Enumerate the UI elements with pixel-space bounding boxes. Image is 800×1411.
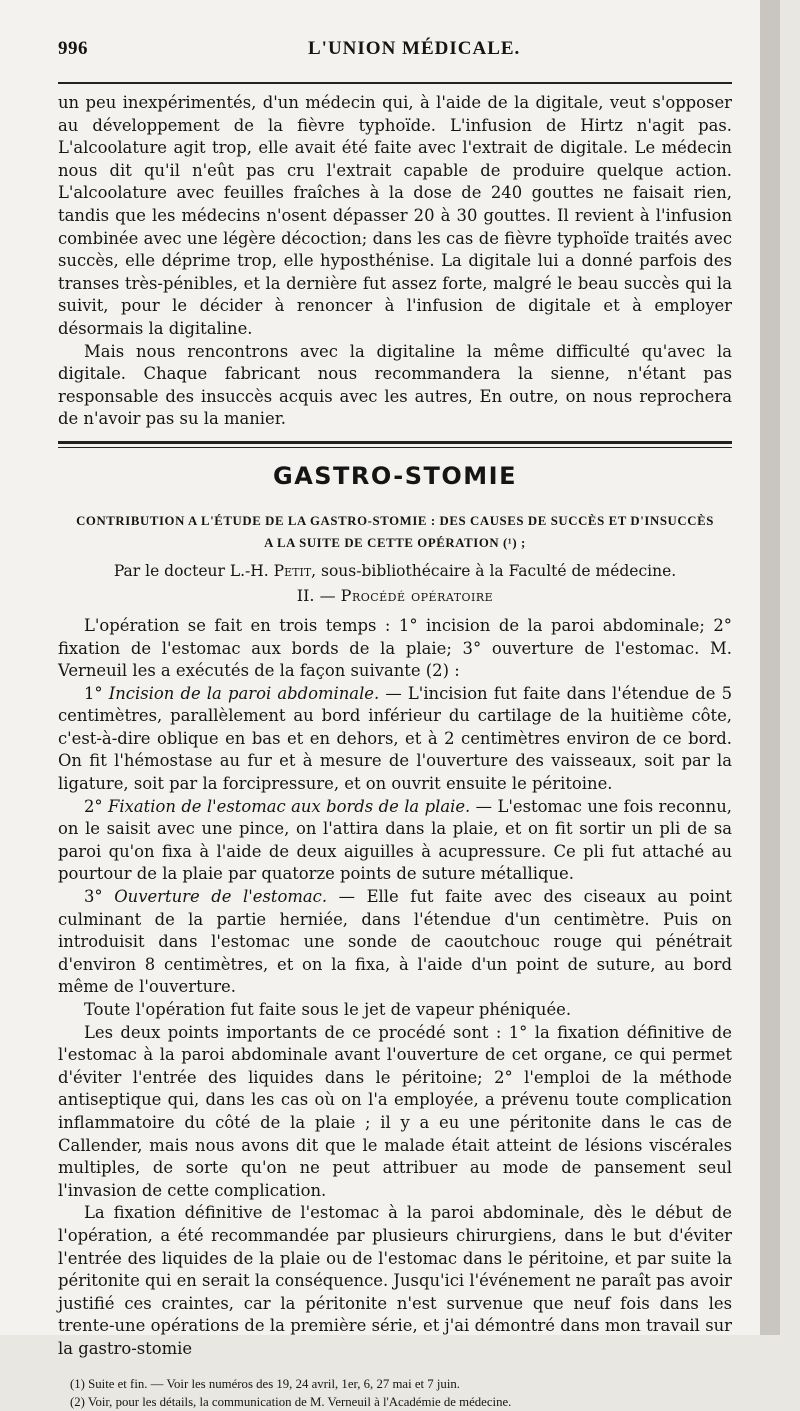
section-divider	[58, 441, 732, 448]
subtitle-line-2	[58, 532, 732, 554]
author-prefix: Par le docteur L.-H.	[113, 561, 274, 580]
step-3-title: Ouverture de l'estomac.	[114, 887, 328, 907]
step-3-text: — Elle fut faite avec des ciseaux au point culminant de la partie herniée, dans l'étendue d'un centimètre. Puis on introduisit dans l'estomac une sonde de caoutchouc rouge qui pénétrait d'environ 8 centimètres, et on la fixa, à l'aide d'un point de suture, au bord même de l'ouverture.	[58, 887, 732, 997]
key-points-paragraph: Les deux points importants de ce procédé sont : 1° la fixation définitive de l'estomac à la paroi abdominale avant l'ouverture de cet organe, ce qui permet d'éviter l'entrée des liquides dans le péritoine; 2° l'emploi de la méthode antiseptique qui, dans les cas où on l'a employée, a prévenu toute complication inflammatoire du côté de la plaie ; il y a eu une péritonite dans le cas de Callender, mais nous avons dit que le malade était atteint de lésions viscérales multiples, de sorte qu'on ne peut attribuer au mode de pansement seul l'invasion de cette complication.	[58, 1022, 732, 1200]
page-number: 996	[58, 38, 88, 59]
subtitle-footnote-ref: (¹)	[503, 535, 518, 550]
header-rule	[58, 82, 732, 84]
step-1-number: 1°	[84, 683, 109, 703]
section-heading	[58, 586, 732, 605]
page-edge	[760, 0, 780, 1335]
subtitle-end: ;	[517, 535, 526, 550]
author-name: Petit	[273, 561, 312, 580]
footnote-1: (1) Suite et fin. — Voir les numéros des 19, 24 avril, 1er, 6, 27 mai et 7 juin.	[70, 1376, 460, 1391]
step-1-title: Incision de la paroi abdominale.	[108, 683, 380, 703]
article-subtitle	[58, 510, 732, 554]
subtitle-line-2-text: A LA SUITE DE CETTE OPÉRATION	[264, 535, 500, 550]
article-title: GASTRO-STOMIE	[273, 461, 517, 490]
step-2-text: — L'estomac une fois reconnu, on le saisit avec une pince, on l'attira dans la plaie, et on fit sortir un pli de sa paroi qu'on fixa à l'aide de deux aiguilles à acupressure. Ce pli fut attaché au pourtour de la plaie par quatorze points de suture métallique.	[58, 796, 732, 884]
section-name: Procédé opératoire	[340, 585, 494, 605]
vapor-paragraph: Toute l'opération fut faite sous le jet de vapeur phéniquée.	[84, 1000, 572, 1019]
step-3-paragraph	[58, 886, 732, 999]
step-1-paragraph	[58, 683, 732, 796]
footnote-2: (2) Voir, pour les détails, la communication de M. Verneuil à l'Académie de médecine.	[70, 1394, 512, 1409]
step-2-paragraph	[58, 796, 732, 886]
author-line	[58, 562, 732, 580]
section-number: II. —	[296, 585, 341, 605]
step-3-number: 3°	[84, 887, 115, 907]
step-1-text: — L'incision fut faite dans l'étendue de 5 centimètres, parallèlement au bord inférieur du cartilage de la huitième côte, c'est-à-dire oblique en bas et en dehors, et à 2 centimètres environ de ce bord. On fit l'hémostase au fur et à mesure de l'ouverture des vaisseaux, soit par la ligature, soit par la forcipressure, et on ouvrit ensuite le péritoine.	[58, 683, 732, 794]
step-2-number: 2°	[84, 796, 109, 816]
author-suffix: , sous-bibliothécaire à la Faculté de médecine.	[311, 561, 677, 580]
step-2-title: Fixation de l'estomac aux bords de la plaie.	[108, 796, 471, 816]
running-header	[58, 38, 732, 66]
footnotes	[58, 1375, 732, 1411]
intro-paragraph-1: un peu inexpérimentés, d'un médecin qui, à l'aide de la digitale, veut s'opposer au développement de la fièvre typhoïde. L'infusion de Hirtz n'agit pas. L'alcoolature agit trop, elle avait été faite avec l'extrait de digitale. Le médecin nous dit qu'il n'eût pas cru l'extrait capable de produire quelque action. L'alcoolature avec feuilles fraîches à la dose de 240 gouttes ne faisait rien, tandis que les médecins n'osent dépasser 20 à 30 gouttes. Il revient à l'infusion combinée avec une légère décoction; dans les cas de fièvre typhoïde traités avec succès, elle déprime trop, elle hyposthénise. La digitale lui a donné parfois des transes très-pénibles, et la dernière fut assez forte, malgré le beau succès qui la suivit, pour le décider à renoncer à l'infusion de digitale et à employer désormais la digitaline.	[58, 93, 732, 338]
procedure-paragraph: L'opération se fait en trois temps : 1° incision de la paroi abdominale; 2° fixation de l'estomac aux bords de la plaie; 3° ouverture de l'estomac. M. Verneuil les a exécutés de la façon suivante (2) :	[58, 615, 732, 681]
subtitle-line-1: CONTRIBUTION A L'ÉTUDE DE LA GASTRO-STOMIE : DES CAUSES DE SUCCÈS ET D'INSUCCÈS	[76, 513, 714, 528]
journal-title: L'UNION MÉDICALE.	[308, 38, 521, 59]
intro-paragraph-2: Mais nous rencontrons avec la digitaline la même difficulté qu'avec la digitale. Chaque fabricant nous recommandera la sienne, n'étant pas responsable des insuccès acquis avec les autres, En outre, on nous reprochera de n'avoir pas su la manier.	[58, 341, 732, 429]
page-body	[58, 92, 732, 1411]
fixation-paragraph: La fixation définitive de l'estomac à la paroi abdominale, dès le début de l'opération, a été recommandée par plusieurs chirurgiens, dans le but d'éviter l'entrée des liquides de la plaie ou de l'estomac dans le péritoine, et par suite la péritonite qui en serait la conséquence. Jusqu'ici l'événement ne paraît pas avoir justifié ces craintes, car la péritonite n'est survenue que neuf fois dans les trente-une opérations de la première série, et j'ai démontré dans mon travail sur la gastro-stomie	[58, 1203, 732, 1358]
